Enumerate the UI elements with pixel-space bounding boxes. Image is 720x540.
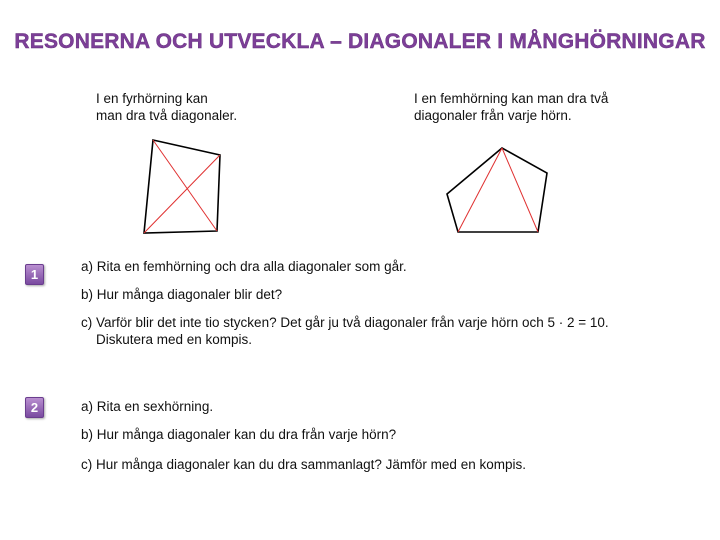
task-2-c-block xyxy=(81,456,526,473)
task-1-c-block xyxy=(81,314,609,348)
quadrilateral-diagonal-1 xyxy=(153,140,217,231)
pentagon-caption-line-1: I en femhörning kan man dra två xyxy=(414,91,609,106)
task-2-b: b) Hur många diagonaler kan du dra från varje hörn? xyxy=(81,427,397,442)
task-2-a: a) Rita en sexhörning. xyxy=(81,399,214,414)
task-1-c-line-2: Diskutera med en kompis. xyxy=(96,332,253,347)
pentagon-caption-line-2: diagonaler från varje hörn. xyxy=(414,108,572,123)
quadrilateral-figure xyxy=(130,130,250,240)
task-1-b: b) Hur många diagonaler blir det? xyxy=(81,287,283,302)
pentagon-diagonal-2 xyxy=(502,148,538,232)
quadrilateral-caption-line-2: man dra två diagonaler. xyxy=(96,108,238,123)
task-1-a: a) Rita en femhörning och dra alla diagonaler som går. xyxy=(81,259,407,274)
pentagon-diagonal-1 xyxy=(458,148,502,232)
pentagon-caption xyxy=(414,90,654,124)
task-2-c: c) Hur många diagonaler kan du dra sammanlagt? Jämför med en kompis. xyxy=(81,457,526,472)
quadrilateral-caption-line-1: I en fyrhörning kan xyxy=(96,91,208,106)
task-1-b-block xyxy=(81,286,282,303)
task-1-badge: 1 xyxy=(25,264,44,285)
page-title: RESONERNA OCH UTVECKLA – DIAGONALER I MÅNGHÖRNINGAR xyxy=(14,30,706,53)
task-2-b-block xyxy=(81,426,396,443)
task-1 xyxy=(81,258,407,275)
task-1-c-line-1: c) Varför blir det inte tio stycken? Det går ju två diagonaler från varje hörn och 5 · 2 = 10. xyxy=(81,315,609,330)
quadrilateral-diagonal-2 xyxy=(144,155,220,233)
task-2-a-block xyxy=(81,398,213,415)
task-2-badge: 2 xyxy=(25,397,44,418)
pentagon-figure xyxy=(440,140,560,240)
pentagon-outline xyxy=(447,148,547,232)
quadrilateral-caption xyxy=(96,90,286,124)
